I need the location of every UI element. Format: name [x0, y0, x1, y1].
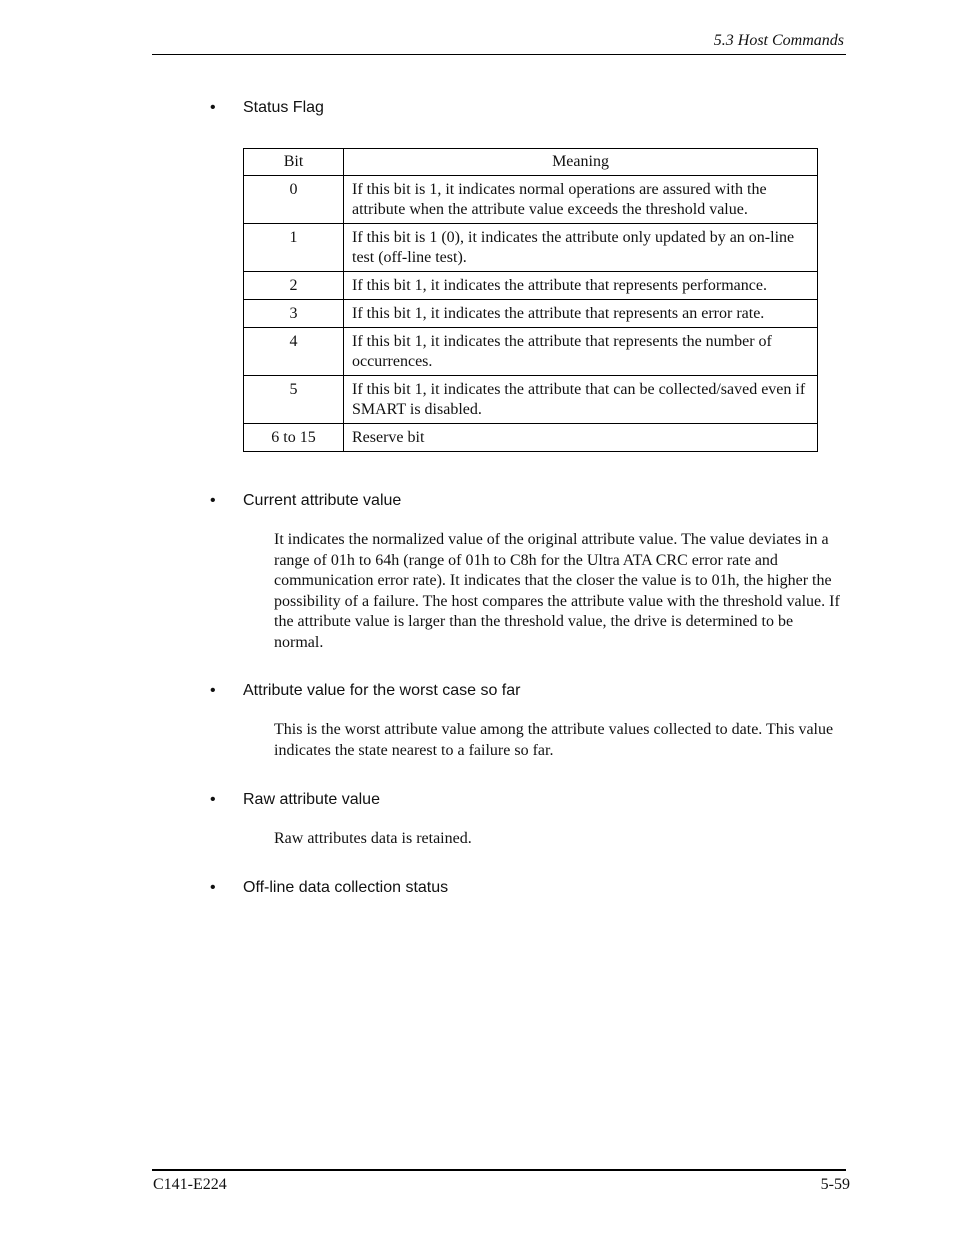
- table-row: [244, 328, 818, 376]
- bullet-icon: •: [210, 99, 216, 116]
- meaning-cell: If this bit is 1 (0), it indicates the attribute only updated by an on-line test (off-line test).: [344, 224, 818, 272]
- meaning-cell: Reserve bit: [344, 424, 818, 452]
- meaning-cell: If this bit is 1, it indicates normal operations are assured with the attribute when the attribute value exceeds the threshold value.: [344, 176, 818, 224]
- table-row: [244, 176, 818, 224]
- table-row: [244, 424, 818, 452]
- current-value-heading: [210, 491, 401, 511]
- bit-cell: 5: [244, 376, 344, 424]
- table-row: [244, 272, 818, 300]
- raw-value-paragraph: Raw attributes data is retained.: [274, 830, 472, 847]
- column-header-bit: Bit: [244, 149, 344, 176]
- bit-cell: 2: [244, 272, 344, 300]
- offline-status-heading: [210, 878, 448, 898]
- bit-cell: 6 to 15: [244, 424, 344, 452]
- meaning-cell: If this bit 1, it indicates the attribute that represents the number of occurrences.: [344, 328, 818, 376]
- worst-value-heading: [210, 681, 520, 701]
- page-number: 5-59: [820, 1176, 850, 1193]
- raw-value-heading-text: Raw attribute value: [243, 791, 380, 808]
- bit-cell: 4: [244, 328, 344, 376]
- header-rule: [152, 54, 846, 55]
- meaning-cell: If this bit 1, it indicates the attribute that represents an error rate.: [344, 300, 818, 328]
- current-value-heading-text: Current attribute value: [243, 492, 402, 509]
- bullet-icon: •: [210, 682, 216, 699]
- column-header-meaning: Meaning: [344, 149, 818, 176]
- offline-status-heading-text: Off-line data collection status: [243, 879, 449, 896]
- bullet-icon: •: [210, 879, 216, 896]
- meaning-cell: If this bit 1, it indicates the attribute that can be collected/saved even if SMART is disabled.: [344, 376, 818, 424]
- raw-value-heading: [210, 790, 380, 810]
- table-row: [244, 300, 818, 328]
- current-value-paragraph: It indicates the normalized value of the original attribute value. The value deviates in a range of 01h to 64h (range of 01h to C8h for the Ultra ATA CRC error rate and communication error rate). It indicates that the closer the value is to 01h, the higher the possibility of a failure. The host compares the attribute value with the threshold value. If the attribute value is larger than the threshold value, the drive is determined to be normal.: [274, 531, 840, 651]
- status-flag-table: [243, 148, 818, 452]
- bit-cell: 1: [244, 224, 344, 272]
- document-id: C141-E224: [153, 1176, 227, 1193]
- running-header: 5.3 Host Commands: [713, 32, 844, 49]
- table-header-row: [244, 149, 818, 176]
- status-flag-heading-text: Status Flag: [243, 99, 324, 116]
- status-flag-heading: [210, 98, 324, 118]
- meaning-cell: If this bit 1, it indicates the attribute that represents performance.: [344, 272, 818, 300]
- bit-cell: 0: [244, 176, 344, 224]
- table-row: [244, 224, 818, 272]
- worst-value-heading-text: Attribute value for the worst case so far: [243, 682, 521, 699]
- bullet-icon: •: [210, 492, 216, 509]
- footer-rule: [152, 1169, 846, 1171]
- bit-cell: 3: [244, 300, 344, 328]
- worst-value-paragraph: This is the worst attribute value among the attribute values collected to date. This value indicates the state nearest to a failure so far.: [274, 721, 834, 759]
- table-row: [244, 376, 818, 424]
- bullet-icon: •: [210, 791, 216, 808]
